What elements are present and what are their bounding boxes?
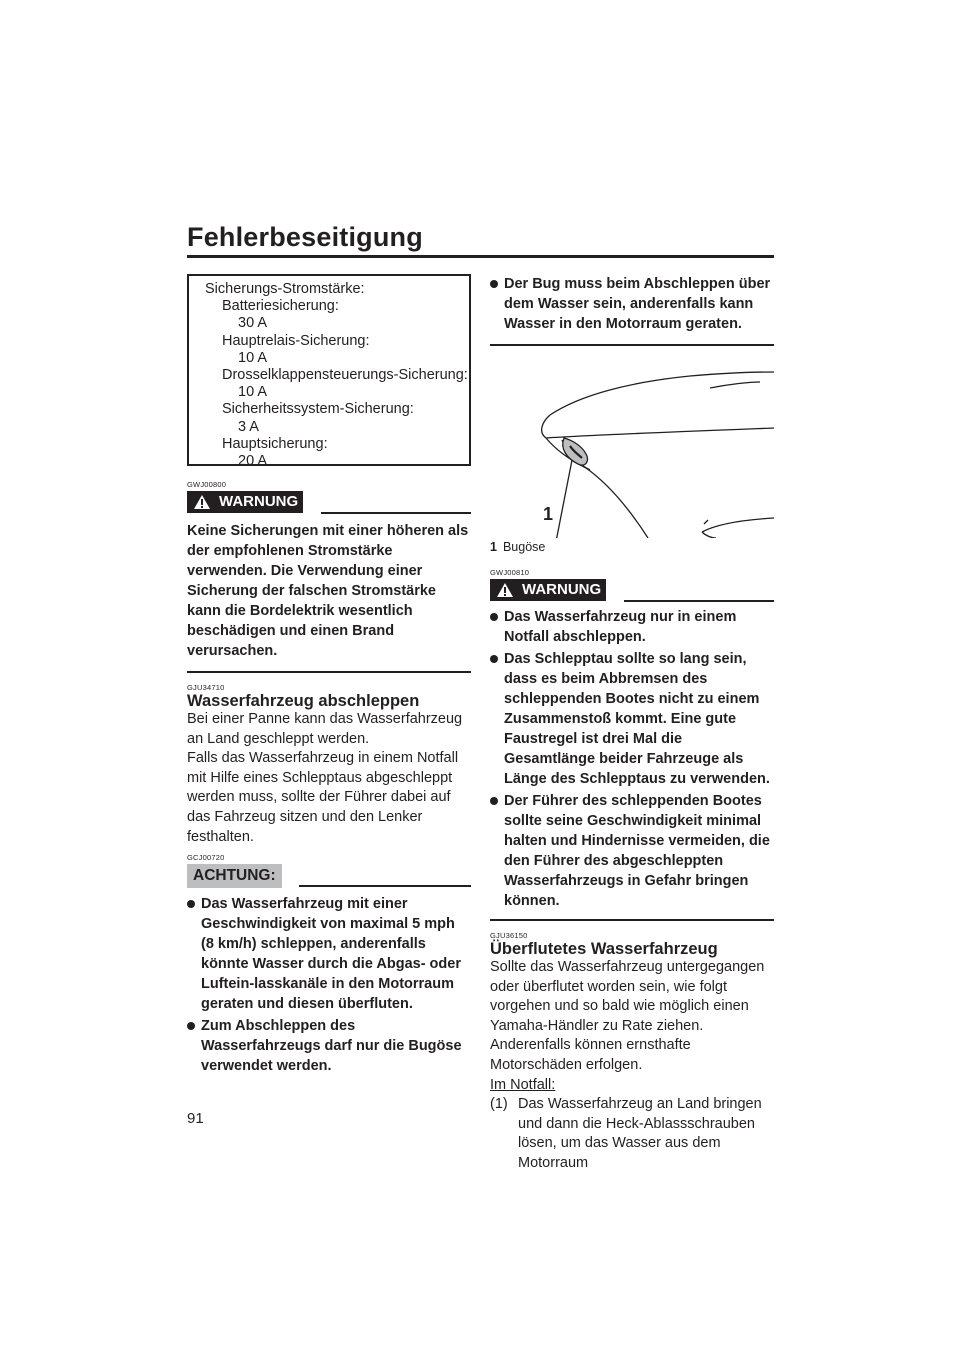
figure-callout: 1 bbox=[543, 504, 554, 524]
warning-header bbox=[187, 491, 471, 515]
list-item bbox=[490, 1095, 774, 1173]
body-paragraph: Sollte das Wasserfahrzeug untergegangen oder überflutet worden sein, wie folgt vorgehen und so bald wie möglich einen Yamaha-Händler zu Rate ziehen. Anderenfalls können ernsthafte Motorschäden erfolgen. bbox=[490, 959, 765, 1073]
left-column bbox=[187, 274, 471, 1076]
warning-label: WARNUNG bbox=[219, 493, 299, 510]
section-title: Überflutetes Wasserfahrzeug bbox=[490, 940, 718, 958]
caution-list bbox=[187, 894, 471, 1076]
fuse-value: 10 A bbox=[238, 349, 268, 366]
warning-end-rule bbox=[490, 919, 774, 921]
fuse-name: Drosselklappensteuerungs-Sicherung: bbox=[222, 367, 468, 384]
fuse-name: Hauptsicherung: bbox=[222, 435, 328, 452]
section-title: Wasserfahrzeug abschleppen bbox=[187, 692, 420, 710]
caution-end-rule bbox=[490, 344, 774, 346]
section-code: GJU34710 bbox=[187, 683, 225, 692]
list-item: Der Führer des schleppenden Bootes sollte seine Geschwindigkeit minimal halten und Hindernisse vermeiden, die den Führer des abgeschleppten Wasserfahrzeugs in Gefahr bringen können. bbox=[490, 791, 774, 911]
fuse-value: 10 A bbox=[238, 384, 268, 401]
page-number: 91 bbox=[187, 1110, 204, 1127]
fuse-name: Batteriesicherung: bbox=[222, 298, 339, 315]
warning-end-rule bbox=[187, 671, 471, 673]
bullet-icon bbox=[187, 1022, 195, 1030]
fuse-heading: Sicherungs-Stromstärke: bbox=[205, 281, 365, 297]
list-item: Zum Abschleppen des Wasserfahrzeugs darf nur die Bugöse verwendet werden. bbox=[187, 1016, 471, 1076]
list-item: Das Wasserfahrzeug mit einer Geschwindigkeit von maximal 5 mph (8 km/h) schleppen, anderenfalls könnte Wasser durch die Abgas- oder Luftein-lasskanäle in den Motorraum geraten und diesen überfluten. bbox=[187, 894, 471, 1014]
list-item: Der Bug muss beim Abschleppen über dem Wasser sein, anderenfalls kann Wasser in den Motorraum geraten. bbox=[490, 274, 774, 334]
figure-caption bbox=[490, 540, 774, 554]
step-text: Das Wasserfahrzeug an Land bringen und dann die Heck-Ablassschrauben lösen, um das Wasser aus dem Motorraum bbox=[518, 1096, 762, 1171]
body-paragraph: Falls das Wasserfahrzeug in einem Notfall mit Hilfe eines Schlepptaus abgeschleppt werden muss, sollte der Führer dabei auf das Fahrzeug sitzen und den Lenker festhalten. bbox=[187, 750, 459, 845]
warning-label: WARNUNG bbox=[522, 581, 602, 598]
page-title: Fehlerbeseitigung bbox=[187, 222, 423, 252]
section-code: GJU36150 bbox=[490, 931, 528, 940]
caution-list-continued bbox=[490, 274, 774, 334]
caution-badge: ACHTUNG: bbox=[187, 864, 282, 888]
warning-text: Keine Sicherungen mit einer höheren als der empfohlenen Stromstärke verwenden. Die Verwendung einer Sicherung der falschen Stromstärke kann die Bordelektrik wesentlich beschädigen und einen Brand verursachen. bbox=[187, 523, 469, 659]
bullet-icon bbox=[490, 280, 498, 288]
caution-rule bbox=[299, 885, 471, 887]
bullet-icon bbox=[490, 613, 498, 621]
step-number: (1) bbox=[490, 1096, 508, 1113]
warning-code: GWJ00810 bbox=[490, 568, 530, 577]
fuse-name: Hauptrelais-Sicherung: bbox=[222, 332, 370, 349]
warning-triangle-icon bbox=[193, 494, 211, 510]
warning-rule bbox=[321, 512, 471, 514]
bullet-icon bbox=[490, 655, 498, 663]
caution-code: GCJ00720 bbox=[187, 853, 225, 863]
fuse-rating-box bbox=[187, 274, 471, 470]
caution-header bbox=[187, 864, 471, 888]
warning-triangle-icon bbox=[496, 582, 514, 598]
warning-code: GWJ00800 bbox=[187, 480, 227, 489]
fuse-name: Sicherheitssystem-Sicherung: bbox=[222, 401, 414, 418]
warning-badge bbox=[490, 579, 606, 601]
title-rule bbox=[187, 255, 774, 258]
tow-eye-illustration bbox=[490, 360, 774, 538]
list-item: Das Schlepptau sollte so lang sein, dass es beim Abbremsen des schleppenden Bootes nicht zu einem Zusammenstoß kommt. Eine gute Faustregel ist drei Mal die Gesamtlänge beider Fahrzeuge als Länge des Schlepptaus zu verwenden. bbox=[490, 649, 774, 789]
warning-header bbox=[490, 579, 774, 603]
watercraft-bow-drawing bbox=[490, 360, 774, 538]
body-paragraph: Bei einer Panne kann das Wasserfahrzeug an Land geschleppt werden. bbox=[187, 711, 463, 747]
fuse-value: 30 A bbox=[238, 315, 268, 332]
warning-badge bbox=[187, 491, 303, 513]
emergency-label: Im Notfall: bbox=[490, 1076, 556, 1093]
caption-text: Bugöse bbox=[502, 540, 546, 554]
fuse-value: 20 A bbox=[238, 453, 268, 470]
bullet-icon bbox=[490, 797, 498, 805]
fuse-value: 3 A bbox=[238, 418, 259, 435]
numbered-steps bbox=[490, 1095, 774, 1173]
warning-rule bbox=[624, 600, 774, 602]
warning-list bbox=[490, 607, 774, 911]
caption-number: 1 bbox=[490, 540, 497, 554]
bullet-icon bbox=[187, 900, 195, 908]
right-column bbox=[490, 274, 774, 1174]
list-item: Das Wasserfahrzeug nur in einem Notfall abschleppen. bbox=[490, 607, 774, 647]
